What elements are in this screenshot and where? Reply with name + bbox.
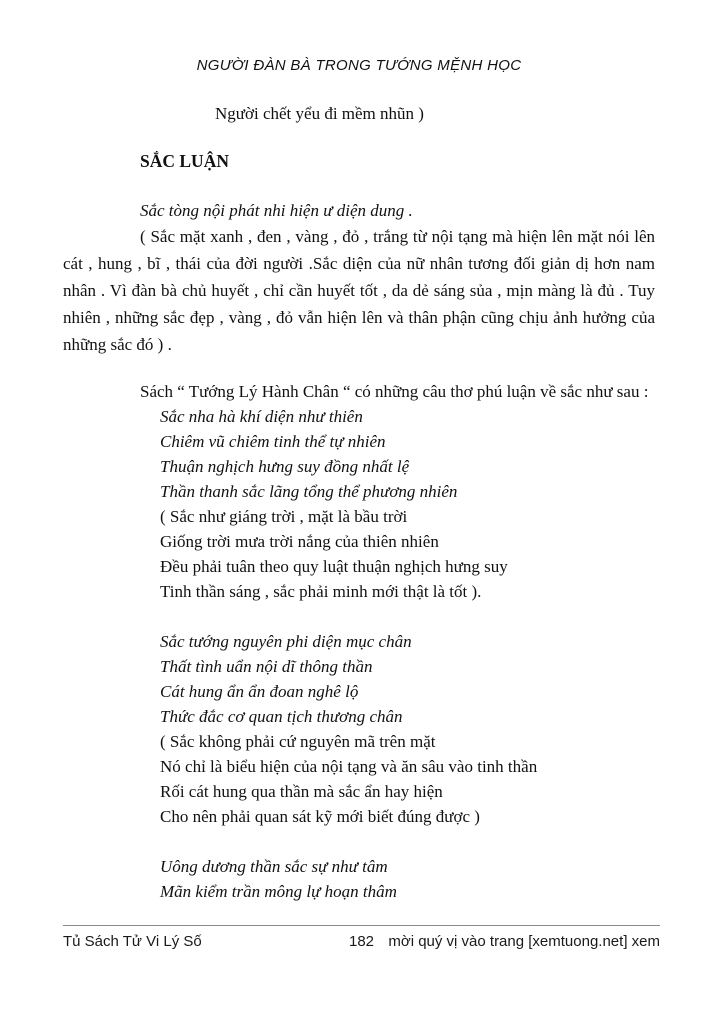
poem-line: Thuận nghịch hưng suy đồng nhất lệ — [160, 457, 410, 476]
poem-line: Cát hung ẩn ẩn đoan nghê lộ — [160, 682, 359, 701]
footer-series-title: Tủ Sách Tử Vi Lý Số — [63, 933, 202, 950]
poem-line: Mãn kiểm trần mông lự hoạn thâm — [160, 882, 397, 901]
book-intro-line: Sách “ Tướng Lý Hành Chân “ có những câu thơ phú luận về sắc như sau : — [140, 382, 649, 401]
poem-line: Sắc tướng nguyên phi diện mục chân — [160, 632, 412, 651]
poem-stanza-3 — [63, 854, 655, 904]
footer-page-number: 182 — [348, 933, 375, 950]
poem-line: Chiêm vũ chiêm tinh thể tự nhiên — [160, 432, 386, 451]
gloss-line: Giống trời mưa trời nắng của thiên nhiên — [160, 532, 439, 551]
gloss-line: Tinh thần sáng , sắc phải minh mới thật là tốt ). — [160, 582, 482, 601]
gloss-line: Cho nên phải quan sát kỹ mới biết đúng được ) — [160, 807, 480, 826]
gloss-line: Rối cát hung qua thần mà sắc ẩn hay hiện — [160, 782, 443, 801]
poem-line: Sắc nha hà khí diện như thiên — [160, 407, 363, 426]
footer-site-note: mời quý vị vào trang [xemtuong.net] xem — [388, 933, 660, 950]
gloss-line: ( Sắc như giáng trời , mặt là bầu trời — [160, 507, 408, 526]
gloss-line: Đều phải tuân theo quy luật thuận nghịch hưng suy — [160, 557, 508, 576]
epigraph-line: Sắc tòng nội phát nhi hiện ư diện dung . — [140, 201, 413, 220]
poem-line: Thất tình uẩn nội dĩ thông thần — [160, 657, 373, 676]
poem-line: Thần thanh sắc lãng tổng thể phương nhiên — [160, 482, 458, 501]
carryover-line: Người chết yểu đi mềm nhũn ) — [215, 104, 424, 123]
body-paragraph: ( Sắc mặt xanh , đen , vàng , đỏ , trắng từ nội tạng mà hiện lên mặt nói lên cát , hung , bĩ , thái của đời người .Sắc diện của nữ nhân tương đối giản dị hơn nam nhân . Vì đàn bà chủ huyết , chỉ cần huyết tốt , da dẻ sáng sủa , mịn màng là đủ . Tuy nhiên , những sắc đẹp , vàng , đỏ vẫn hiện lên và thân phận cũng chịu ảnh hưởng của những sắc đó ) . — [63, 227, 655, 354]
gloss-line: ( Sắc không phải cứ nguyên mã trên mặt — [160, 732, 436, 751]
section-title: SẮC LUẬN — [140, 151, 229, 171]
poem-line: Thức đắc cơ quan tịch thương chân — [160, 707, 403, 726]
running-header-title: NGƯỜI ĐÀN BÀ TRONG TƯỚNG MỆNH HỌC — [196, 57, 522, 74]
poem-stanza-2 — [63, 629, 655, 829]
page-footer — [63, 925, 660, 950]
poem-line: Uông dương thần sắc sự như tâm — [160, 857, 388, 876]
poem-stanza-1 — [63, 404, 655, 604]
gloss-line: Nó chỉ là biểu hiện của nội tạng và ăn sâu vào tinh thần — [160, 757, 538, 776]
